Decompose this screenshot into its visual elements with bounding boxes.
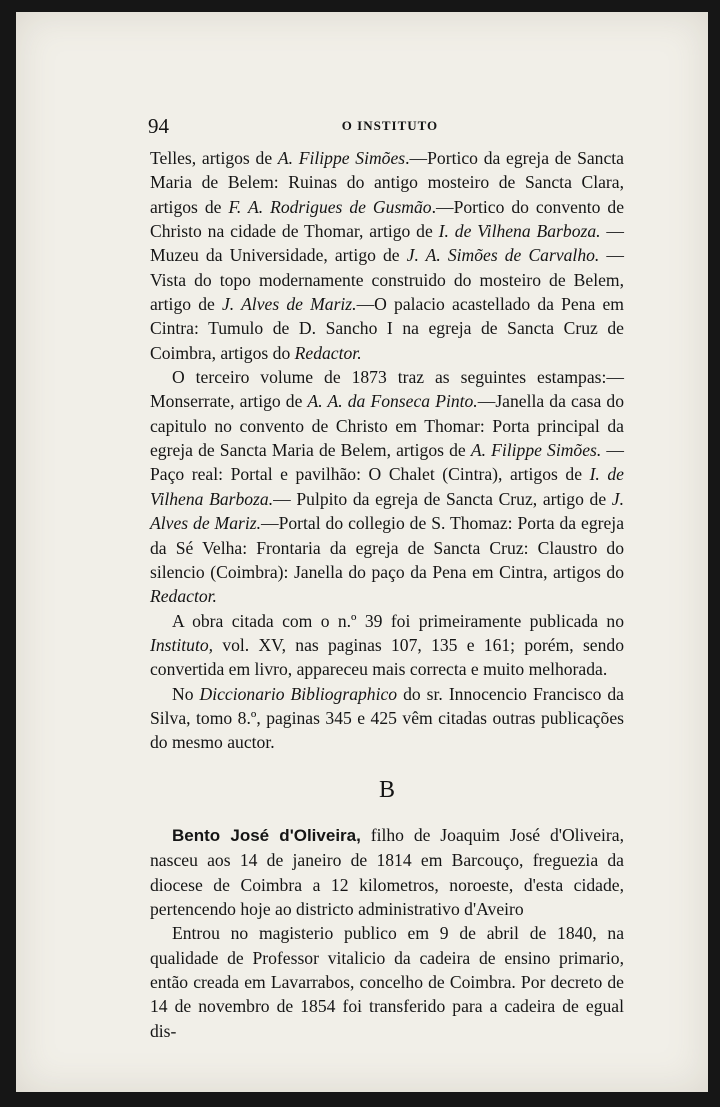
running-title: O INSTITUTO <box>341 118 439 133</box>
text-run: —Vista do topo modernamente construido do mosteiro de Belem, artigo de <box>150 245 624 315</box>
paragraph-4 <box>150 682 624 755</box>
author-name: A. Filippe Simões <box>277 148 406 168</box>
author-name: F. A. Rodrigues de Gusmão <box>228 196 432 217</box>
author-name: J. Alves de Mariz. <box>150 488 625 534</box>
text-run: Telles, artigos de <box>150 148 278 168</box>
text-block-upper <box>150 146 624 755</box>
entry-name: Bento José d'Oliveira, <box>172 826 361 845</box>
text-run: No <box>172 683 200 704</box>
text-run: —O palacio acastellado da Pena em Cintra: Tumulo de D. Sancho I na egreja de Sancta Cruz de Coimbra, artigos do <box>150 294 624 363</box>
text-run: —Janella da casa do capitulo no convento de Christo em Thomar: Porta principal da egreja de Sancta Maria de Belem, artigos de <box>150 391 625 461</box>
running-head <box>148 114 632 138</box>
text-run: vol. XV, nas paginas 107, 135 e 161; porém, sendo convertida em livro, appareceu mais correcta e muito melhorada. <box>150 634 624 680</box>
author-name: A. A. da Fonseca Pinto. <box>307 391 478 412</box>
text-run: —Portal do collegio de S. Thomaz: Porta da egreja da Sé Velha: Frontaria da egreja de Sancta Cruz: Claustro do silencio (Coimbra): Janella do paço da Pena em Cintra, artigos do <box>150 513 625 582</box>
text-run: .—Portico da egreja de Sancta Maria de Belem: Ruinas do antigo mosteiro de Sancta Clara, artigos de <box>150 148 624 217</box>
author-name: I. de Vilhena Barboza. <box>150 464 624 509</box>
paragraph-1 <box>150 146 624 365</box>
page-number: 94 <box>148 114 169 138</box>
publication-title: Diccionario Bibliographico <box>199 683 398 704</box>
author-name: Redactor. <box>294 342 362 363</box>
text-run: O terceiro volume de 1873 traz as seguintes estampas:—Monserrate, artigo de <box>150 367 624 412</box>
text-block-lower <box>150 823 624 1043</box>
author-name: J. A. Simões de Carvalho. <box>406 245 600 266</box>
text-run: do sr. Innocencio Francisco da Silva, tomo 8.º, paginas 345 e 425 vêm citadas outras publicações do mesmo auctor. <box>150 683 624 753</box>
text-run: — Pulpito da egreja de Sancta Cruz, artigo de <box>273 488 612 509</box>
text-run: Entrou no magisterio publico em 9 de abril de 1840, na qualidade de Professor vitalicio da cadeira de ensino primario, então creada em Lavarrabos, concelho de Coimbra. Por decreto de 14 de novembro de 1854 foi transferido para a cadeira de egual dis- <box>150 923 624 1041</box>
text-run: —Paço real: Portal e pavilhão: O Chalet (Cintra), artigos de <box>150 440 624 485</box>
text-run: A obra citada com o n.º 39 foi primeiramente publicada no <box>172 610 624 631</box>
paragraph-6 <box>150 921 624 1043</box>
text-run: —Muzeu da Universidade, artigo de <box>150 221 624 266</box>
author-name: I. de Vilhena Barboza. <box>438 221 601 242</box>
paragraph-5 <box>150 823 624 921</box>
author-name: A. Filippe Simões. <box>470 440 602 461</box>
publication-title: Instituto, <box>150 634 214 655</box>
author-name: J. Alves de Mariz. <box>222 294 357 315</box>
paragraph-3 <box>150 609 624 682</box>
section-letter: B <box>378 777 395 803</box>
paragraph-2 <box>150 365 624 608</box>
text-run: filho de Joaquim José d'Oliveira, nasceu aos 14 de janeiro de 1814 em Barcouço, freguezia da diocese de Coimbra a 12 kilometros, noroeste, d'esta cidade, pertencendo hoje ao districto administrativo d'Aveiro <box>150 825 624 920</box>
text-run: .—Portico do convento de Christo na cidade de Thomar, artigo de <box>150 196 624 242</box>
author-name: Redactor. <box>150 586 217 607</box>
